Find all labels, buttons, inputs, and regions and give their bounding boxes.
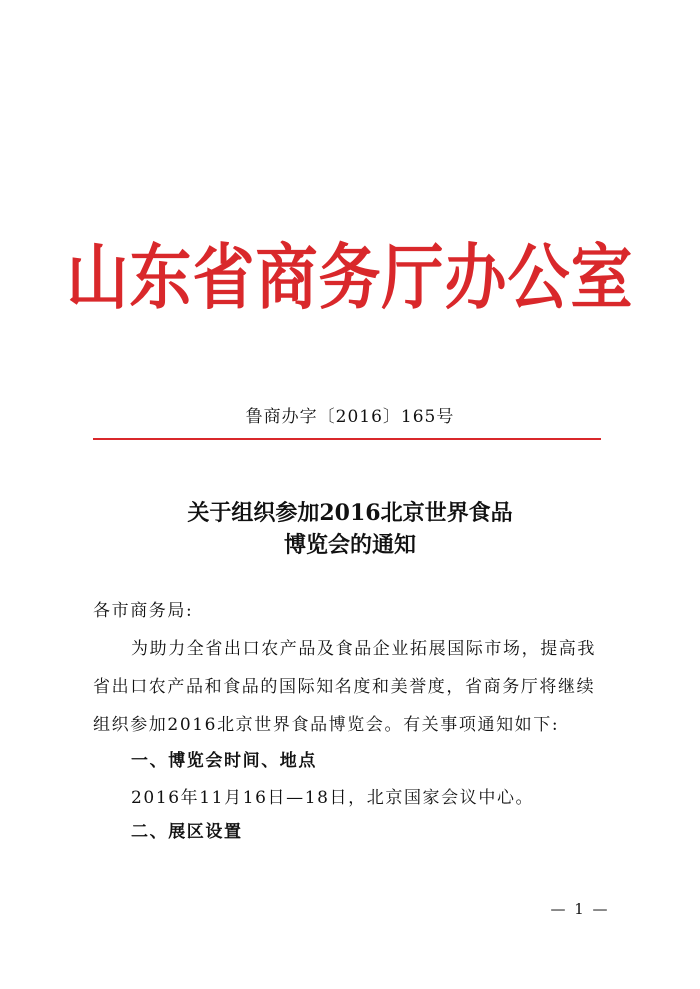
paragraph-1-line-2: 省出口农产品和食品的国际知名度和美誉度，省商务厅将继续 <box>93 677 596 697</box>
section-2-heading: 二、展区设置 <box>131 822 243 842</box>
section-1-heading: 一、博览会时间、地点 <box>131 751 317 771</box>
paragraph-1-line-3: 组织参加2016北京世界食品博览会。有关事项通知如下: <box>93 715 560 735</box>
salutation: 各市商务局: <box>93 601 194 621</box>
paragraph-1-line-1: 为助力全省出口农产品及食品企业拓展国际市场，提高我 <box>131 639 596 659</box>
title-line-1: 关于组织参加2016北京世界食品 <box>187 500 513 526</box>
document-number: 鲁商办字〔2016〕165号 <box>245 407 455 427</box>
section-1-text: 2016年11月16日—18日，北京国家会议中心。 <box>131 788 535 808</box>
red-separator-line <box>93 438 601 440</box>
issuing-authority-header: 山东省商务厅办公室 <box>66 235 634 320</box>
document-title <box>0 497 700 561</box>
page-number: — 1 — <box>550 900 610 918</box>
title-line-2: 博览会的通知 <box>283 532 416 558</box>
